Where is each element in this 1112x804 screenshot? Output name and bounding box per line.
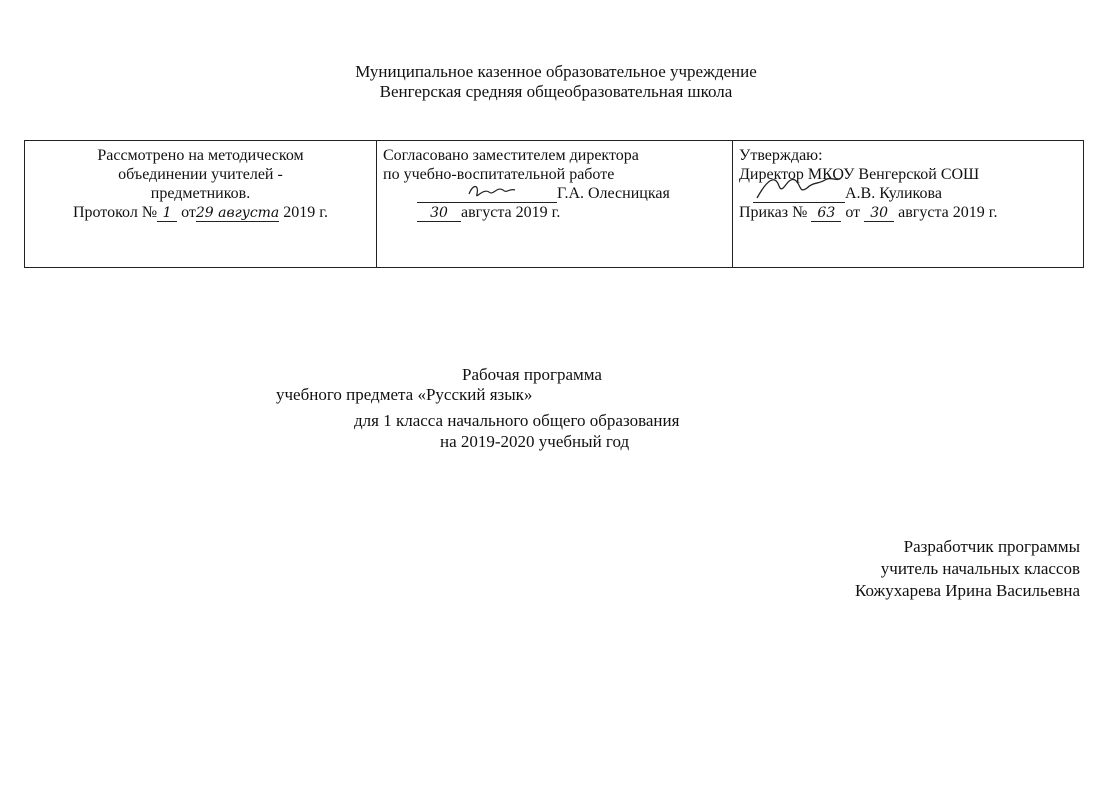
developer-name: Кожухарева Ирина Васильевна	[854, 581, 1080, 600]
order-number: 63	[811, 206, 841, 222]
deputy-signature-scribble	[417, 180, 557, 204]
program-subject: учебного предмета «Русский язык»	[276, 385, 533, 404]
director-signature	[753, 186, 845, 203]
order-line	[739, 203, 1077, 222]
program-title: Рабочая программа	[462, 365, 602, 384]
considered-line1: Рассмотрено на методическом	[97, 147, 304, 164]
order-label: Приказ №	[739, 204, 808, 221]
developer-label: Разработчик программы	[903, 537, 1080, 556]
program-year: на 2019-2020 учебный год	[440, 432, 630, 451]
approval-table	[24, 140, 1084, 268]
approved-line2: Директор МКОУ Венгерской СОШ	[739, 166, 980, 183]
protocol-from-label: от	[181, 204, 196, 221]
school-name: Венгерская средняя общеобразовательная школа	[379, 82, 733, 101]
institution-type: Муниципальное казенное образовательное учреждение	[355, 62, 757, 81]
approved-cell	[733, 141, 1083, 267]
protocol-line	[31, 203, 370, 222]
agreed-date-rest: августа 2019 г.	[461, 204, 561, 221]
agreed-signature-line	[383, 184, 726, 203]
approved-signature-line	[739, 184, 1077, 203]
agreed-date-line	[383, 203, 726, 222]
program-class: для 1 класса начального общего образования	[354, 411, 680, 430]
protocol-year: 2019 г.	[283, 204, 329, 221]
deputy-signature	[417, 186, 557, 203]
agreed-line2: по учебно-воспитательной работе	[383, 166, 615, 183]
order-day-handwritten: 30	[864, 206, 894, 222]
approved-line1: Утверждаю:	[739, 147, 823, 164]
director-signature-scribble	[753, 172, 845, 202]
considered-cell	[25, 141, 377, 267]
agreed-cell	[377, 141, 733, 267]
director-name: А.В. Куликова	[845, 185, 942, 202]
order-date-rest: августа 2019 г.	[898, 204, 998, 221]
agreed-line1: Согласовано заместителем директора	[383, 147, 639, 164]
protocol-date-handwritten: 29 августа	[195, 205, 280, 221]
developer-block	[855, 536, 1080, 602]
agreed-day-handwritten: 30	[417, 206, 461, 222]
institution-header	[0, 62, 1112, 102]
protocol-label: Протокол №	[72, 204, 158, 221]
order-from-label: от	[845, 204, 861, 221]
considered-line2: объединении учителей -	[118, 166, 283, 183]
developer-position: учитель начальных классов	[880, 559, 1080, 578]
considered-line3: предметников.	[150, 185, 251, 202]
protocol-number: 1	[157, 206, 177, 222]
deputy-name: Г.А. Олесницкая	[557, 185, 670, 202]
